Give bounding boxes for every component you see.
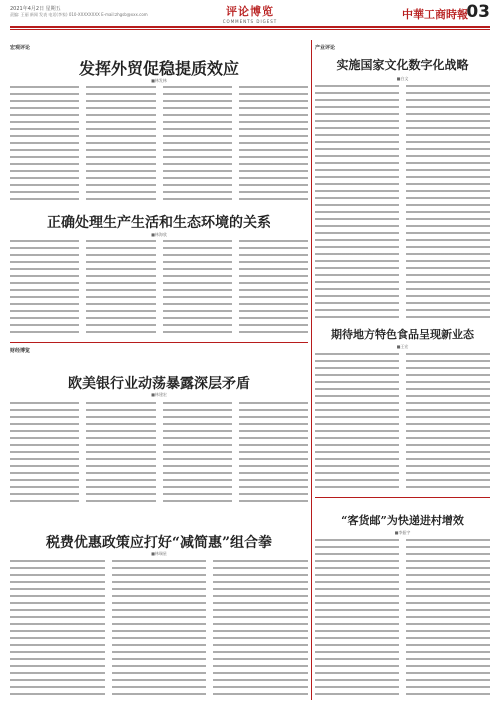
section-title (200, 3, 300, 24)
article-title: 税费优惠政策应打好“减简惠”组合拳 (45, 535, 273, 551)
issue-date: 2021年4月2日 星期五 (10, 6, 61, 12)
article-title: 期待地方特色食品呈现新业态 (331, 328, 474, 341)
article-body (315, 85, 490, 319)
section-divider (315, 497, 490, 498)
article-body (315, 353, 490, 493)
article-title: 正确处理生产生活和生态环境的关系 (47, 215, 271, 231)
section-tag: 财经博览 (10, 348, 31, 354)
column-divider (311, 40, 312, 700)
article-title: 实施国家文化数字化战略 (336, 58, 469, 72)
header-rule (10, 26, 490, 28)
article-byline: ■王宏 (396, 344, 409, 349)
page-number: 03 (466, 2, 490, 22)
header-rule-thin (10, 29, 490, 30)
article-byline: ■林瑞星 (151, 551, 167, 556)
article-byline: ■林海欣 (151, 232, 167, 237)
article-byline: ■白文 (396, 76, 409, 81)
article-body (10, 240, 308, 338)
staff-line: 责编: 王丽 新闻 发表 电话(李家) 010-XXXXXXXX E-mail:zhgsb@xxx.com (10, 12, 148, 17)
article-title: 欧美银行业动荡暴露深层矛盾 (68, 376, 250, 392)
section-title-cn: 评论博览 (226, 5, 274, 18)
section-tag: 产业评论 (315, 45, 336, 51)
masthead (0, 0, 500, 30)
article-byline: ■林建宏 (151, 392, 167, 397)
section-title-en: COMMENTS DIGEST (222, 19, 278, 24)
article-body (10, 560, 308, 698)
article-title: “客货邮”为快递进村增效 (341, 514, 464, 527)
section-divider (10, 342, 308, 343)
article-body (10, 402, 308, 506)
article-byline: ■李振宇 (394, 530, 411, 535)
article-body (10, 86, 308, 204)
article-byline: ■林发林 (151, 78, 167, 83)
section-tag: 宏观评论 (10, 45, 31, 51)
article-title: 发挥外贸促稳提质效应 (78, 59, 239, 78)
newspaper-name: 中華工商時報 (402, 8, 468, 21)
article-body (315, 539, 490, 698)
